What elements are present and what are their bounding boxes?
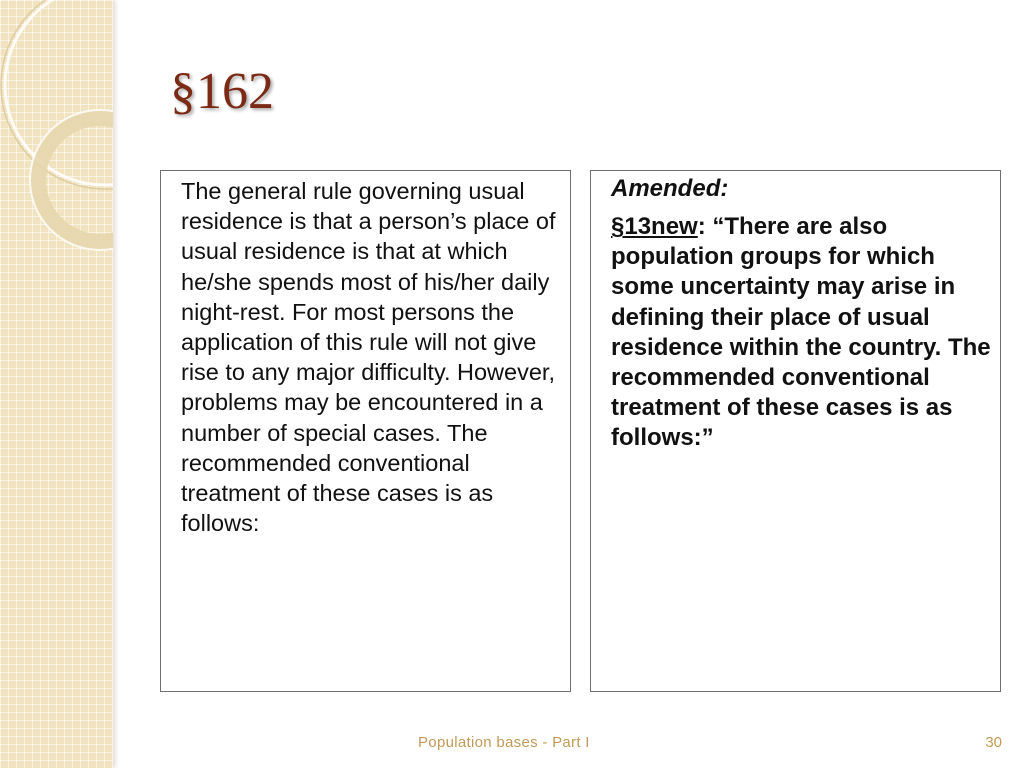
amended-heading: Amended: [611,175,729,202]
section-reference: §13new [611,213,698,240]
right-text-box [590,170,1001,692]
right-body [611,174,992,454]
ring-large-shadow [1,0,113,189]
footer-text: Population bases - Part I [418,734,590,751]
ring-large [5,0,113,185]
decorative-sidebar [0,0,113,768]
left-text-box [160,170,571,692]
slide-number: 30 [985,734,1002,751]
amended-quote: : “There are also population groups for which some uncertainty may arise in defining their place of usual residence within the country. The recommended conventional treatment of these cases is as follows:” [611,213,991,452]
decorative-rings [0,0,113,768]
amended-paragraph [611,212,992,454]
left-body-text: The general rule governing usual residence is that a person’s place of usual residence is that at which he/she spends most of his/her daily night-rest. For most persons the application of this rule will not give rise to any major difficulty. However, problems may be encountered in a number of special cases. The recommended conventional treatment of these cases is as follows: [181,178,556,537]
slide-title: §162 [170,63,274,120]
